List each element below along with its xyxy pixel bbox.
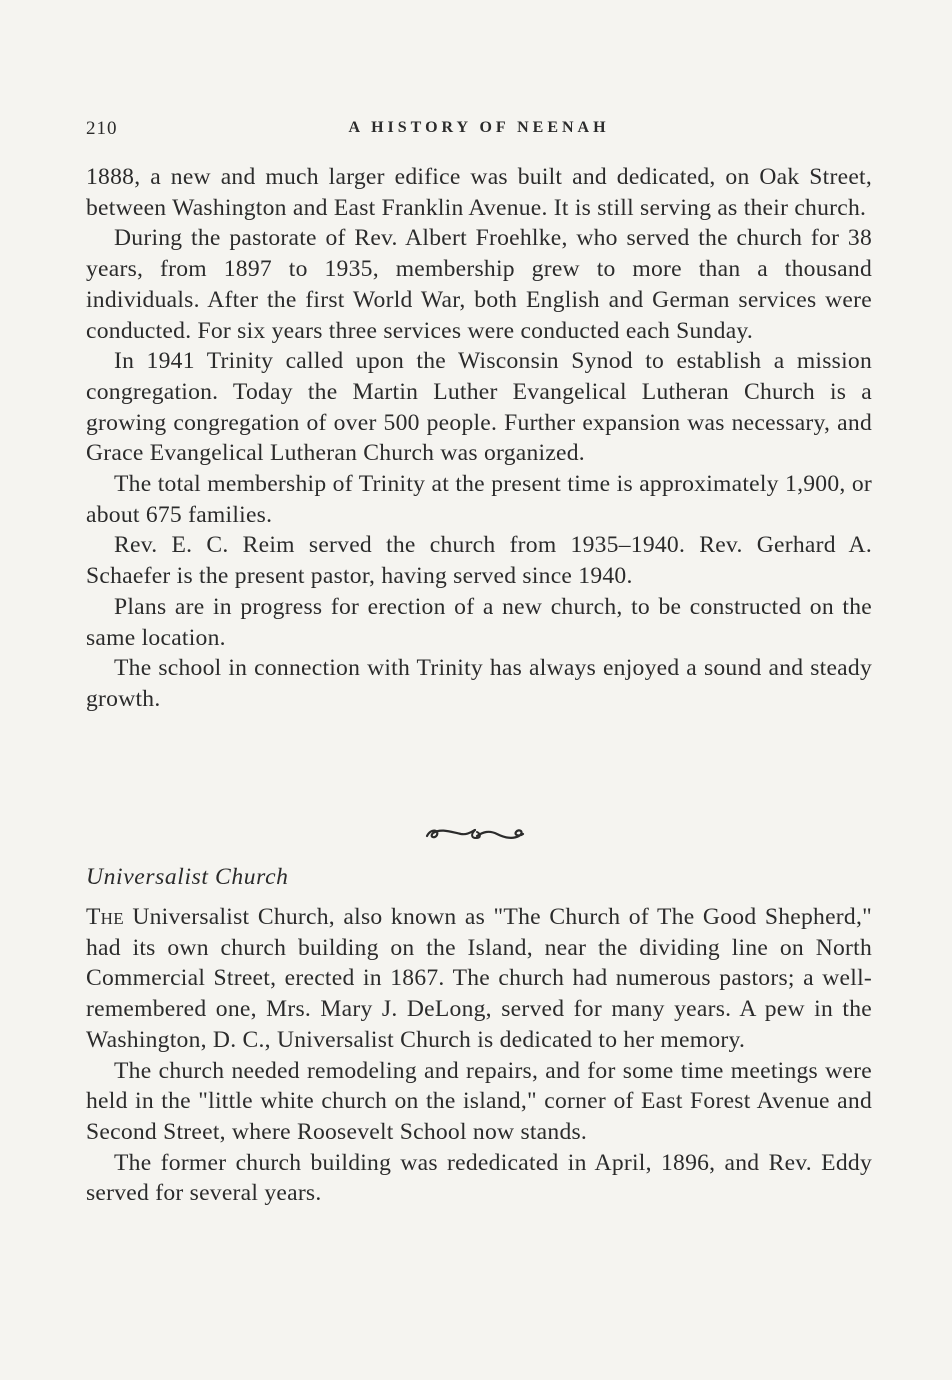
paragraph: During the pastorate of Rev. Albert Froehlke, who served the church for 38 years, from 1897 to 1935, membership grew to more than a thousand individuals. After the first World War, both English and German services were conducted. For six years three services were conducted each Sunday. [86,225,872,344]
scroll-ornament-icon [0,822,952,846]
section-heading: Universalist Church [86,864,289,890]
paragraph: The school in connection with Trinity has always enjoyed a sound and steady growth. [86,655,872,712]
universalist-church-text [86,902,872,1209]
paragraph: Rev. E. C. Reim served the church from 1935–1940. Rev. Gerhard A. Schaefer is the present pastor, having served since 1940. [86,532,872,590]
paragraph: The former church building was rededicated in April, 1896, and Rev. Eddy served for several years. [86,1149,872,1207]
running-title: A HISTORY OF NEENAH [348,119,610,136]
page-header [86,118,872,144]
paragraph: 1888, a new and much larger edifice was built and dedicated, on Oak Street, between Washington and East Franklin Avenue. It is still serving as their church. [86,164,872,221]
paragraph [86,902,872,1056]
first-word: The [86,904,124,930]
trinity-church-text [86,162,872,715]
paragraph: The church needed remodeling and repairs, and for some time meetings were held in the "little white church on the island," corner of East Forest Avenue and Second Street, where Roosevelt School now stands. [86,1057,872,1145]
paragraph: Plans are in progress for erection of a new church, to be constructed on the same location. [86,593,872,651]
paragraph-rest: Universalist Church, also known as "The Church of The Good Shepherd," had its own church building on the Island, near the dividing line on North Commercial Street, erected in 1867. The church had numerous pastors; a well-remembered one, Mrs. Mary J. DeLong, served for many years. A pew in the Washington, D. C., Universalist Church is dedicated to her memory. [86,904,872,1053]
paragraph: In 1941 Trinity called upon the Wisconsin Synod to establish a mission congregation. Today the Martin Luther Evangelical Lutheran Church is a growing congregation of over 500 people. Further expansion was necessary, and Grace Evangelical Lutheran Church was organized. [86,348,872,467]
paragraph: The total membership of Trinity at the present time is approximately 1,900, or about 675 families. [86,471,872,528]
page-number: 210 [86,118,118,139]
